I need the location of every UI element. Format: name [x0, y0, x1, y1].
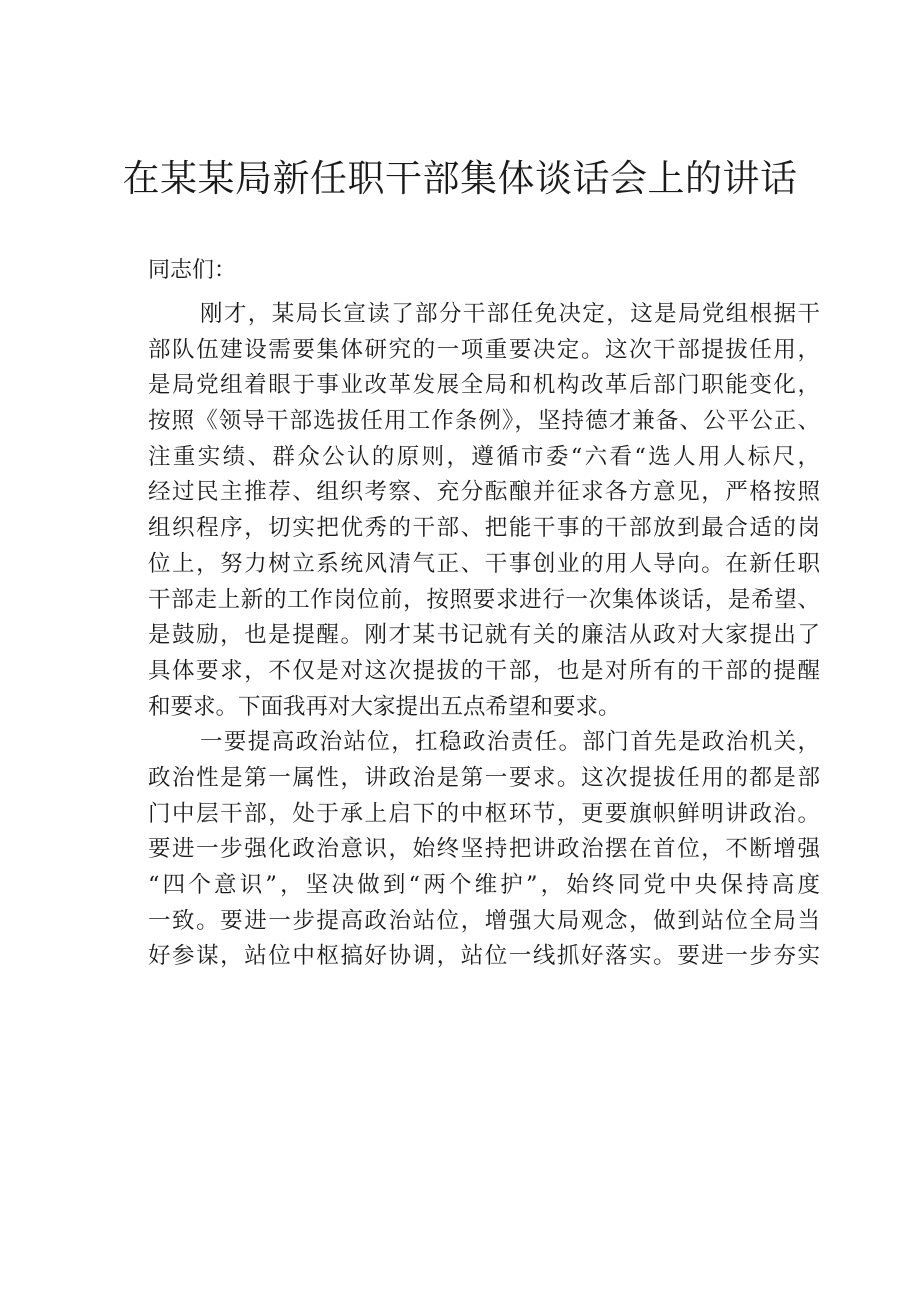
body-line: 是局党组着眼于事业改革发展全局和机构改革后部门职能变化，	[148, 372, 820, 399]
body-line: 注重实绩、群众公认的原则，遵循市委“六看“选人用人标尺，	[148, 443, 820, 470]
document-title: 在某某局新任职干部集体谈话会上的讲话	[122, 157, 798, 200]
body-line: 一要提高政治站位，扛稳政治责任。部门首先是政治机关，	[200, 729, 820, 756]
body-line: 具体要求，不仅是对这次提拔的干部，也是对所有的干部的提醒	[148, 657, 820, 684]
body-line: 和要求。下面我再对大家提出五点希望和要求。	[148, 693, 621, 720]
body-line: 政治性是第一属性，讲政治是第一要求。这次提拔任用的都是部	[148, 764, 820, 791]
body-line: 按照《领导干部选拔任用工作条例》，坚持德才兼备、公平公正、	[148, 408, 820, 435]
speech-body	[148, 297, 820, 975]
body-line: 刚才，某局长宣读了部分干部任免决定，这是局党组根据干	[200, 301, 820, 327]
body-line: 要进一步强化政治意识，始终坚持把讲政治摆在首位，不断增强	[148, 836, 820, 863]
body-line: 经过民主推荐、组织考察、充分酝酿并征求各方意见，严格按照	[148, 479, 820, 506]
body-line: 干部走上新的工作岗位前，按照要求进行一次集体谈话，是希望、	[148, 586, 820, 613]
body-line: 一致。要进一步提高政治站位，增强大局观念，做到站位全局当	[148, 907, 820, 934]
body-line: 部队伍建设需要集体研究的一项重要决定。这次干部提拔任用，	[148, 336, 820, 363]
body-line: 位上，努力树立系统风清气正、干事创业的用人导向。在新任职	[148, 550, 820, 577]
body-line: 好参谋，站位中枢搞好协调，站位一线抓好落实。要进一步夯实	[148, 943, 820, 970]
body-line: 是鼓励，也是提醒。刚才某书记就有关的廉洁从政对大家提出了	[148, 622, 820, 649]
body-line: 门中层干部，处于承上启下的中枢环节，更要旗帜鲜明讲政治。	[148, 800, 820, 827]
body-line: 组织程序，切实把优秀的干部、把能干事的干部放到最合适的岗	[148, 515, 820, 542]
body-line: “四个意识”，坚决做到“两个维护”，始终同党中央保持高度	[148, 872, 820, 898]
salutation: 同志们：	[148, 258, 237, 283]
